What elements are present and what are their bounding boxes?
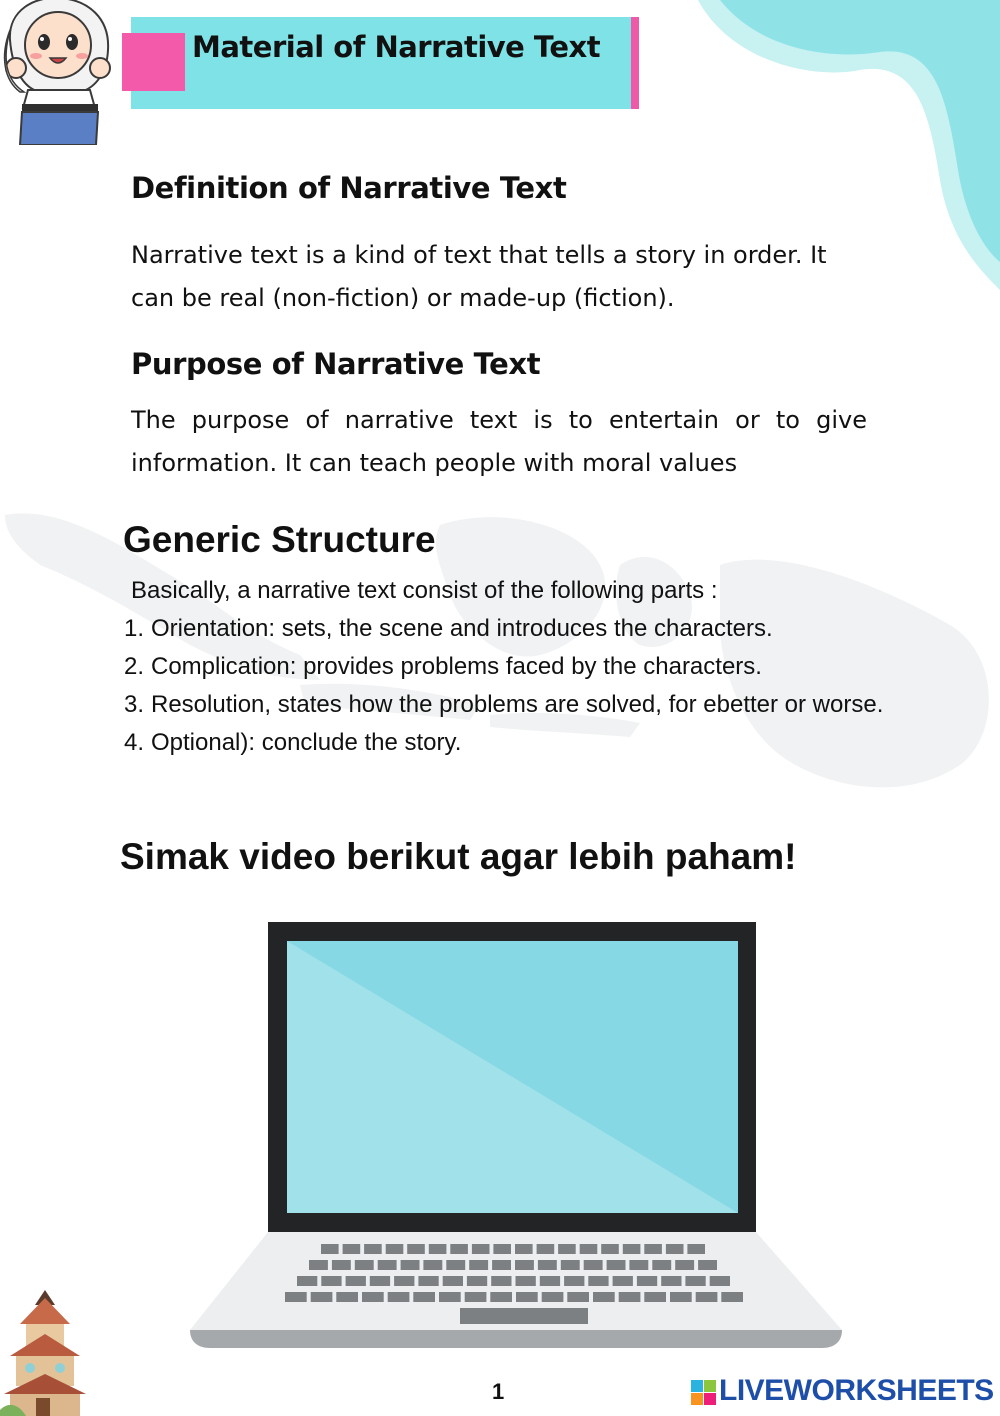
keyboard-key [685, 1276, 705, 1286]
keyboard-key [696, 1292, 718, 1302]
list-item [124, 648, 904, 686]
keyboard-key [652, 1260, 671, 1270]
definition-heading: Definition of Narrative Text [131, 171, 567, 205]
title-banner-accent [631, 17, 639, 109]
list-item-text: Orientation: sets, the scene and introduces the characters. [151, 615, 773, 642]
keyboard-key [567, 1292, 589, 1302]
keyboard-key [364, 1244, 382, 1254]
keyboard-key [564, 1276, 584, 1286]
keyboard-key [607, 1260, 626, 1270]
keyboard-key [629, 1260, 648, 1270]
keyboard-key [413, 1292, 435, 1302]
liveworksheets-logo-icon [691, 1380, 717, 1406]
keyboard-key [429, 1244, 447, 1254]
keyboard-key [516, 1292, 538, 1302]
keyboard-key [439, 1292, 461, 1302]
keyboard-key [491, 1276, 511, 1286]
keyboard-key [450, 1244, 468, 1254]
keyboard-key [661, 1276, 681, 1286]
definition-paragraph [131, 234, 871, 320]
keyboard-key [515, 1260, 534, 1270]
keyboard-key [309, 1260, 328, 1270]
keyboard-key [644, 1292, 666, 1302]
video-heading: Simak video berikut agar lebih paham! [120, 836, 797, 877]
purpose-paragraph [131, 399, 867, 485]
keyboard-key [378, 1260, 397, 1270]
keyboard-key [370, 1276, 390, 1286]
keyboard-key [593, 1292, 615, 1302]
keyboard-key [515, 1244, 533, 1254]
keyboard-key [386, 1244, 404, 1254]
keyboard-key [492, 1260, 511, 1270]
keyboard-key [332, 1260, 351, 1270]
keyboard-key [580, 1244, 598, 1254]
fairy-house-illustration [0, 1290, 90, 1416]
keyboard-key [584, 1260, 603, 1270]
keyboard-key [623, 1244, 641, 1254]
definition-line-1: Narrative text is a kind of text that tells a story in order. It [131, 241, 827, 269]
keyboard-key [687, 1244, 705, 1254]
keyboard-key [537, 1244, 555, 1254]
keyboard-key [675, 1260, 694, 1270]
brand-name[interactable]: LIVEWORKSHEETS [719, 1374, 994, 1407]
list-number: 1. [124, 615, 145, 642]
keyboard-key [469, 1260, 488, 1270]
keyboard-key [619, 1292, 641, 1302]
keyboard-key [465, 1292, 487, 1302]
list-item-text: Optional): conclude the story. [151, 729, 462, 756]
keyboard-key [423, 1260, 442, 1270]
list-item [124, 610, 904, 648]
keyboard-key [394, 1276, 414, 1286]
keyboard-key [644, 1244, 662, 1254]
list-number: 3. [124, 691, 145, 718]
keyboard-key [467, 1276, 487, 1286]
list-item [124, 724, 904, 762]
keyboard-key [601, 1244, 619, 1254]
keyboard-key [538, 1260, 557, 1270]
list-item [124, 686, 904, 724]
keyboard-key [542, 1292, 564, 1302]
keyboard-key [666, 1244, 684, 1254]
list-number: 2. [124, 653, 145, 680]
keyboard-key [721, 1292, 743, 1302]
keyboard-key [285, 1292, 307, 1302]
keyboard-key [407, 1244, 425, 1254]
keyboard-key [418, 1276, 438, 1286]
structure-intro: Basically, a narrative text consist of the following parts : [131, 577, 718, 604]
keyboard-key [516, 1276, 536, 1286]
purpose-heading: Purpose of Narrative Text [131, 347, 541, 381]
list-item-text: Complication: provides problems faced by the characters. [151, 653, 762, 680]
keyboard-key [613, 1276, 633, 1286]
list-number: 4. [124, 729, 145, 756]
keyboard-key [637, 1276, 657, 1286]
page-title: Material of Narrative Text [192, 30, 601, 64]
keyboard-key [443, 1276, 463, 1286]
girl-character-illustration [0, 0, 120, 145]
keyboard-key [710, 1276, 730, 1286]
keyboard-key [446, 1260, 465, 1270]
keyboard-key [346, 1276, 366, 1286]
keyboard-key [321, 1244, 339, 1254]
keyboard-key [472, 1244, 490, 1254]
keyboard-key [343, 1244, 361, 1254]
keyboard-key [490, 1292, 512, 1302]
page-number: 1 [492, 1379, 505, 1404]
keyboard-key [561, 1260, 580, 1270]
keyboard-key [558, 1244, 576, 1254]
keyboard-key [311, 1292, 333, 1302]
title-pink-block [122, 33, 185, 91]
structure-list [124, 610, 904, 762]
keyboard-key [388, 1292, 410, 1302]
keyboard-key [321, 1276, 341, 1286]
definition-line-2: can be real (non-fiction) or made-up (fiction). [131, 284, 675, 312]
purpose-line-1: The purpose of narrative text is to entertain or to give [131, 406, 867, 434]
keyboard-key [493, 1244, 511, 1254]
purpose-line-2: information. It can teach people with moral values [131, 449, 738, 477]
keyboard-key [336, 1292, 358, 1302]
keyboard-key [698, 1260, 717, 1270]
keyboard-key [401, 1260, 420, 1270]
keyboard-key [588, 1276, 608, 1286]
laptop-icon[interactable] [188, 920, 848, 1355]
keyboard-key [355, 1260, 374, 1270]
keyboard-key [540, 1276, 560, 1286]
keyboard-key [670, 1292, 692, 1302]
keyboard-key [362, 1292, 384, 1302]
list-item-text: Resolution, states how the problems are solved, for ebetter or worse. [151, 691, 884, 718]
structure-heading: Generic Structure [123, 519, 436, 560]
keyboard-key [297, 1276, 317, 1286]
